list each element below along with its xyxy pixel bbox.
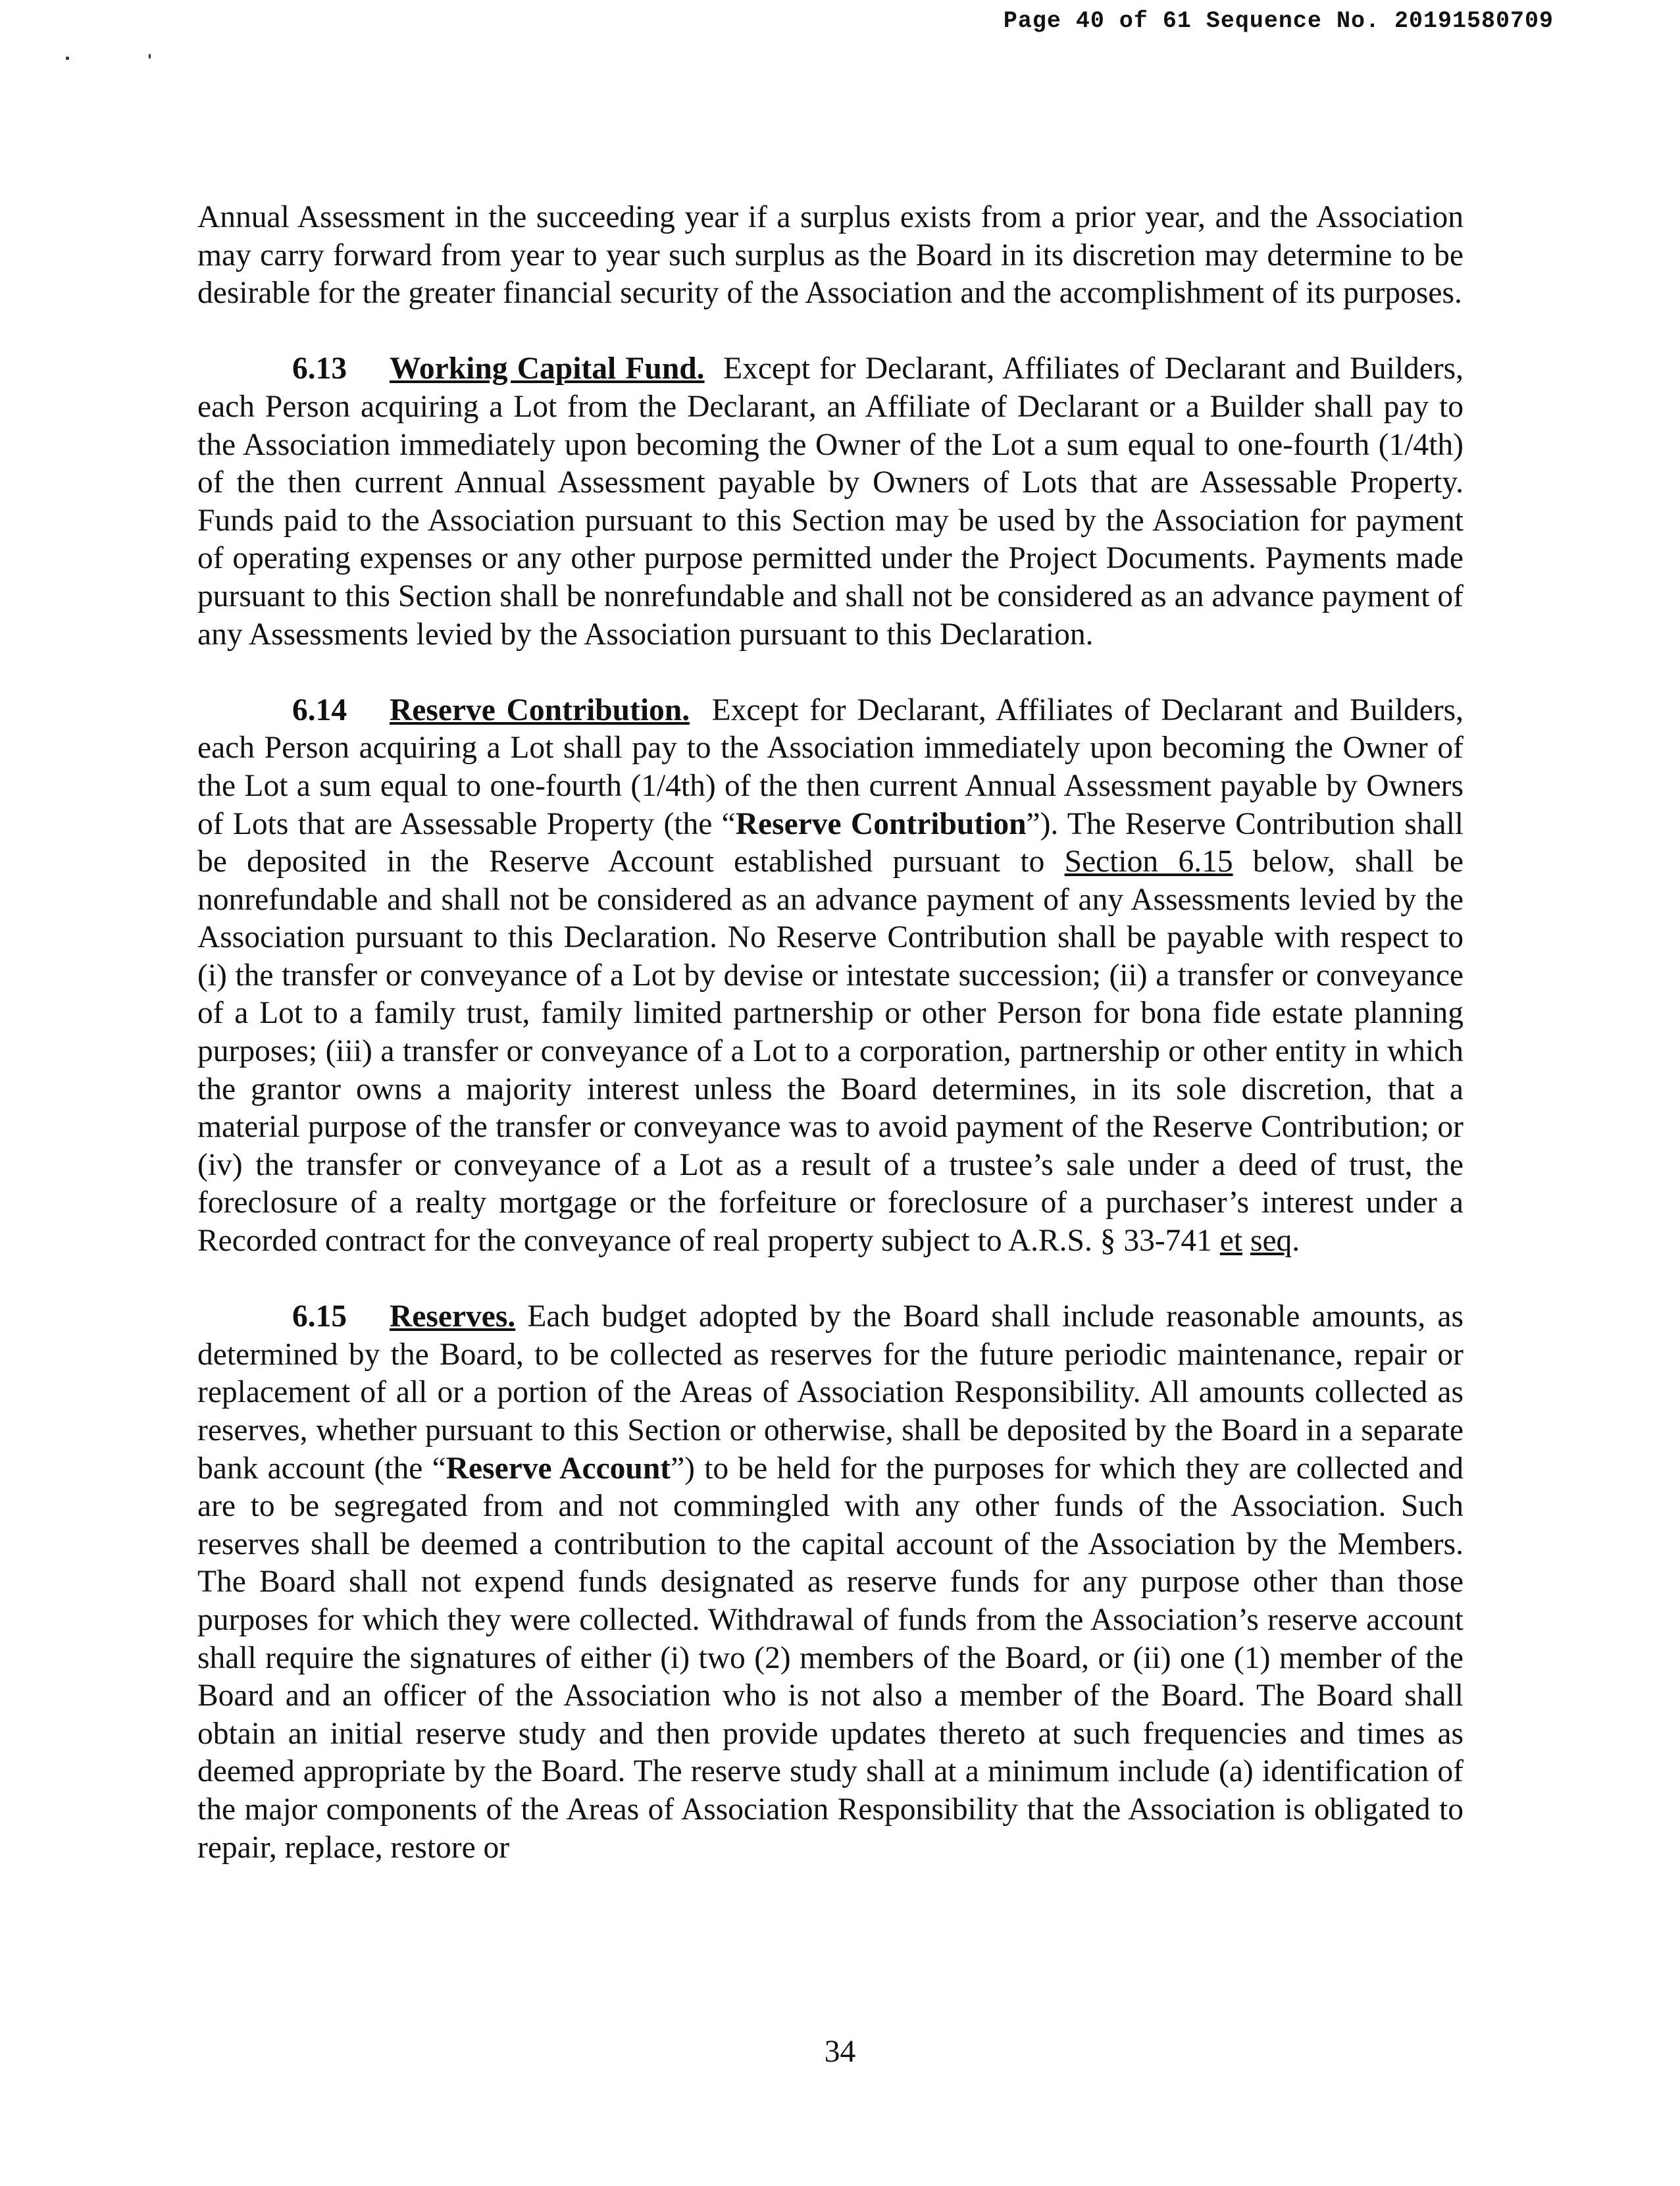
- section-body: below, shall be nonrefundable and shall not be considered as an advance payment of any Assessments levied by the Association pursuant to this Declaration. No Reserve Contribution shall be payable with respect to (i) the transfer or conveyance of a Lot by devise or intestate succession; (ii) a transfer or conveyance of a Lot to a family trust, family limited partnership or other Person for bona fide estate planning purposes; (iii) a transfer or conveyance of a Lot to a corporation, partnership or other entity in which the grantor owns a majority interest unless the Board determines, in its sole discretion, that a material purpose of the transfer or conveyance was to avoid payment of the Reserve Contribution; or (iv) the transfer or conveyance of a Lot as a result of a trustee’s sale under a deed of trust, the foreclosure of a realty mortgage or the forfeiture or foreclosure of a purchaser’s interest under a Recorded contract for the conveyance of real property subject to A.R.S. § 33-741: [197, 845, 1464, 1259]
- section-body: ”) to be held for the purposes for which they are collected and are to be segregated from and not commingled with any other funds of the Association. Such reserves shall be deemed a contribution to the capital account of the Association by the Members. The Board shall not expend funds designated as reserve funds for any purpose other than those purposes for which they were collected. Withdrawal of funds from the Association’s reserve account shall require the signatures of either (i) two (2) members of the Board, or (ii) one (1) member of the Board and an officer of the Association who is not also a member of the Board. The Board shall obtain an initial reserve study and then provide updates thereto at such frequencies and times as deemed appropriate by the Board. The reserve study shall at a minimum include (a) identification of the major components of the Areas of Association Responsibility that the Association is obligated to repair, replace, restore or: [197, 1451, 1464, 1865]
- page-sequence-header: Page 40 of 61 Sequence No. 20191580709: [1003, 8, 1554, 34]
- section-body: Except for Declarant, Affiliates of Declarant and Builders, each Person acquiring a Lot shall pay to the Association immediately upon becoming the Owner of the Lot a sum equal to one-fourth (1/4th) of the then current Annual Assessment payable by Owners of Lots that are Assessable Property (the “: [197, 692, 1464, 841]
- section-body: Each budget adopted by the Board shall include reasonable amounts, as determined by the Board, to be collected as reserves for the future periodic maintenance, repair or replacement of all or a portion of the Areas of Association Responsibility. All amounts collected as reserves, whether pursuant to this Section or otherwise, shall be deposited by the Board in a separate bank account (the “: [197, 1299, 1464, 1486]
- defined-term: Reserve Contribution: [735, 806, 1027, 841]
- section-title: Reserves.: [390, 1299, 516, 1334]
- section-cross-reference: Section 6.15: [1064, 845, 1233, 879]
- section-title: Working Capital Fund.: [390, 351, 705, 386]
- section-title: Reserve Contribution.: [390, 692, 690, 727]
- section-body: ”). The Reserve Contribution shall be deposited in the Reserve Account established pursuant to: [197, 806, 1464, 879]
- section-body: Except for Declarant, Affiliates of Declarant and Builders, each Person acquiring a Lot from the Declarant, an Affiliate of Declarant or a Builder shall pay to the Association immediately upon becoming the Owner of the Lot a sum equal to one-fourth (1/4th) of the then current Annual Assessment payable by Owners of Lots that are Assessable Property. Funds paid to the Association pursuant to this Section may be used by the Association for payment of operating expenses or any other purpose permitted under the Project Documents. Payments made pursuant to this Section shall be nonrefundable and shall not be considered as an advance payment of any Assessments levied by the Association pursuant to this Declaration.: [197, 351, 1464, 652]
- citation-seq: seq: [1250, 1224, 1292, 1259]
- paragraph-continuation: Annual Assessment in the succeeding year if a surplus exists from a prior year, and the Association may carry forward from year to year such surplus as the Board in its discretion may determine to be desirable for the greater financial security of the Association and the accomplishment of its purposes.: [197, 200, 1464, 311]
- scan-speck: [66, 57, 69, 60]
- section-number: 6.15: [292, 1299, 347, 1334]
- page-number: 34: [824, 2035, 856, 2069]
- section-number: 6.14: [292, 692, 347, 727]
- section-end: .: [1292, 1224, 1300, 1259]
- citation-et: et: [1219, 1224, 1243, 1259]
- section-6-15: [197, 1298, 1464, 1867]
- section-6-14: [197, 692, 1464, 1261]
- scan-specks: [66, 53, 158, 66]
- scan-speck: [149, 54, 151, 59]
- citation-space: [1242, 1224, 1250, 1258]
- defined-term: Reserve Account: [445, 1451, 671, 1486]
- document-body: [197, 199, 1464, 1905]
- section-6-13: [197, 350, 1464, 654]
- section-number: 6.13: [292, 351, 347, 386]
